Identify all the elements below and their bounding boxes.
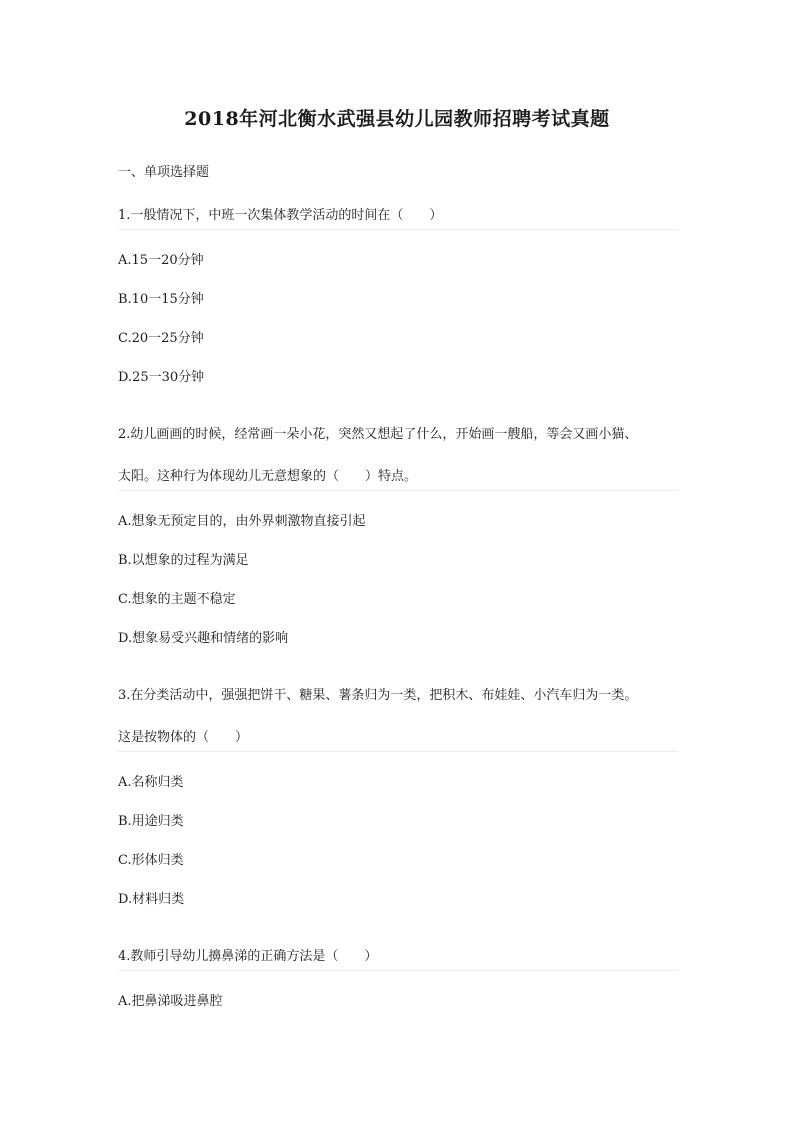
- question-2-option-b: B.以想象的过程为满足: [118, 553, 249, 568]
- section-heading: 一、单项选择题: [118, 165, 210, 180]
- question-3-option-d: D.材料归类: [118, 892, 185, 907]
- question-2-stem-line-1: 2.幼儿画画的时候，经常画一朵小花，突然又想起了什么，开始画一艘船，等会又画小猫、: [118, 427, 638, 442]
- question-2-option-a: A.想象无预定目的，由外界刺激物直接引起: [118, 514, 366, 529]
- question-4-stem: 4.教师引导幼儿擤鼻涕的正确方法是（ ）: [118, 945, 678, 971]
- question-1-stem: 1.一般情况下，中班一次集体教学活动的时间在（ ）: [118, 204, 678, 230]
- question-3-stem-line-2: 这是按物体的（ ）: [118, 726, 678, 752]
- question-4-option-a: A.把鼻涕吸进鼻腔: [118, 994, 223, 1009]
- question-2-option-d: D.想象易受兴趣和情绪的影响: [118, 631, 289, 646]
- question-1-option-d: D.25一30分钟: [118, 370, 205, 385]
- question-3-stem-line-1: 3.在分类活动中，强强把饼干、糖果、薯条归为一类，把积木、布娃娃、小汽车归为一类。: [118, 688, 638, 703]
- document-title: 2018年河北衡水武强县幼儿园教师招聘考试真题: [184, 108, 610, 130]
- question-1-option-b: B.10一15分钟: [118, 292, 204, 307]
- question-3-option-a: A.名称归类: [118, 775, 184, 790]
- question-2-stem-line-2: 太阳。这种行为体现幼儿无意想象的（ ）特点。: [118, 465, 678, 491]
- question-3-option-c: C.形体归类: [118, 853, 184, 868]
- question-2-option-c: C.想象的主题不稳定: [118, 592, 236, 607]
- question-3-option-b: B.用途归类: [118, 814, 184, 829]
- question-1-option-c: C.20一25分钟: [118, 331, 204, 346]
- question-1-option-a: A.15一20分钟: [118, 253, 204, 268]
